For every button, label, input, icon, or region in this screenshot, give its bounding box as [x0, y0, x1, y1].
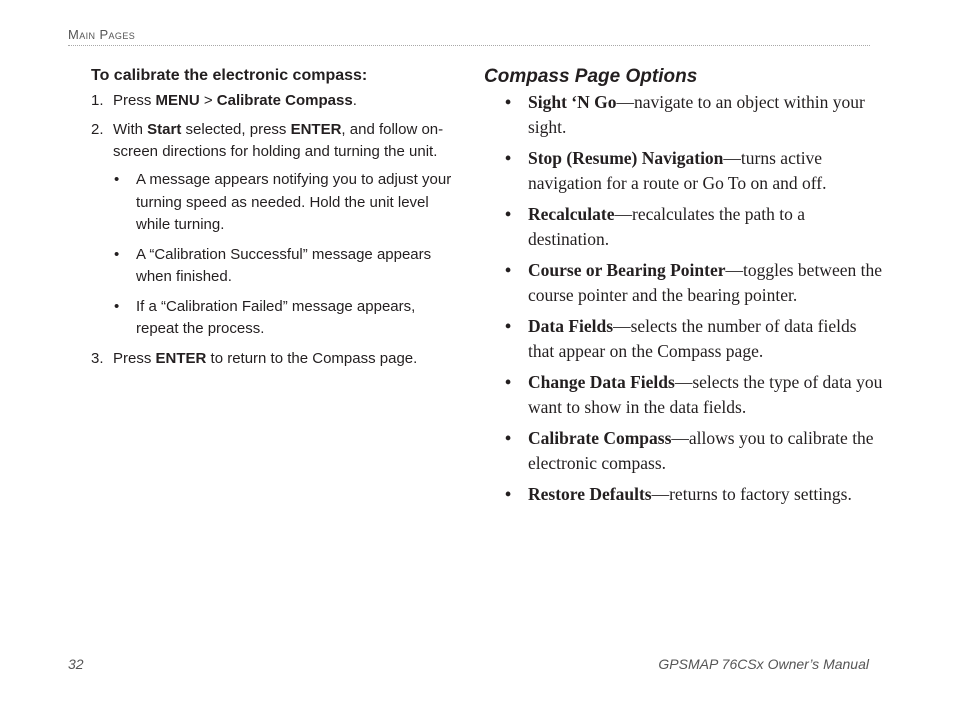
step-text: to return to the Compass page.	[206, 349, 418, 367]
option-description: —returns to factory settings.	[651, 484, 852, 504]
bullet-icon: •	[114, 297, 120, 315]
option-item	[484, 482, 884, 507]
list-item	[113, 169, 459, 237]
option-item	[484, 146, 884, 196]
option-item	[484, 370, 884, 420]
option-term: Change Data Fields	[528, 372, 675, 392]
option-term: Course or Bearing Pointer	[528, 260, 726, 280]
start-term: Start	[147, 121, 182, 138]
step-2-bullets	[113, 169, 459, 341]
page-header	[68, 27, 870, 46]
bullet-text: If a “Calibration Failed” message appears, repeat the process.	[136, 297, 416, 337]
options-heading: Compass Page Options	[484, 66, 698, 87]
step-text: Press	[113, 349, 156, 367]
option-term: Sight ‘N Go	[528, 92, 617, 112]
step-text: , and follow on-screen directions for holding and turning the unit.	[113, 121, 444, 160]
step-text: selected, press	[181, 121, 291, 138]
option-description: —turns active navigation for a route or Go To on and off.	[528, 148, 827, 193]
option-description: —selects the type of data you want to show in the data fields.	[528, 372, 883, 417]
option-item	[484, 90, 884, 140]
option-item	[484, 314, 884, 364]
option-description: —allows you to calibrate the electronic compass.	[528, 428, 874, 473]
bullet-icon: •	[114, 245, 120, 263]
bullet-icon: •	[505, 316, 512, 336]
option-item	[484, 426, 884, 476]
section-title: Main Pages	[68, 27, 136, 42]
bullet-text: A “Calibration Successful” message appears when finished.	[136, 245, 432, 285]
bullet-icon: •	[505, 204, 512, 224]
bullet-icon: •	[505, 428, 512, 448]
bullet-icon: •	[505, 148, 512, 168]
step-text: With	[113, 121, 148, 138]
bullet-icon: •	[505, 260, 512, 280]
step-text: >	[199, 92, 217, 109]
option-item	[484, 202, 884, 252]
calibrate-compass-term: Calibrate Compass	[216, 92, 353, 109]
manual-title: GPSMAP 76CSx Owner’s Manual	[658, 656, 869, 672]
step-3	[91, 348, 459, 370]
option-description: —toggles between the course pointer and the bearing pointer.	[528, 260, 882, 305]
option-term: Stop (Resume) Navigation	[528, 148, 724, 168]
option-description: —navigate to an object within your sight.	[528, 92, 865, 137]
option-term: Calibrate Compass	[528, 428, 672, 448]
step-number: 3.	[91, 349, 104, 367]
option-item	[484, 258, 884, 308]
bullet-text: A message appears notifying you to adjust your turning speed as needed. Hold the unit level while turning.	[136, 171, 452, 233]
calibration-heading: To calibrate the electronic compass:	[91, 67, 368, 84]
step-2	[91, 119, 459, 341]
option-description: —selects the number of data fields that appear on the Compass page.	[528, 316, 857, 361]
list-item	[113, 296, 459, 341]
enter-key: ENTER	[290, 121, 342, 138]
step-number: 1.	[91, 92, 104, 109]
enter-key: ENTER	[155, 349, 207, 367]
menu-key: MENU	[155, 92, 200, 109]
step-text: Press	[113, 92, 156, 109]
bullet-icon: •	[114, 171, 120, 188]
option-term: Data Fields	[528, 316, 614, 336]
compass-options-section	[484, 64, 884, 513]
page-number: 32	[68, 656, 84, 672]
step-1	[91, 90, 459, 112]
calibration-section	[91, 66, 459, 377]
option-term: Recalculate	[528, 204, 615, 224]
bullet-icon: •	[505, 92, 512, 112]
option-term: Restore Defaults	[528, 484, 652, 504]
bullet-icon: •	[505, 372, 512, 392]
options-list	[484, 90, 884, 507]
bullet-icon: •	[505, 484, 512, 504]
option-description: —recalculates the path to a destination.	[528, 204, 805, 249]
step-text: .	[352, 92, 357, 109]
step-number: 2.	[91, 121, 104, 138]
list-item	[113, 244, 459, 289]
